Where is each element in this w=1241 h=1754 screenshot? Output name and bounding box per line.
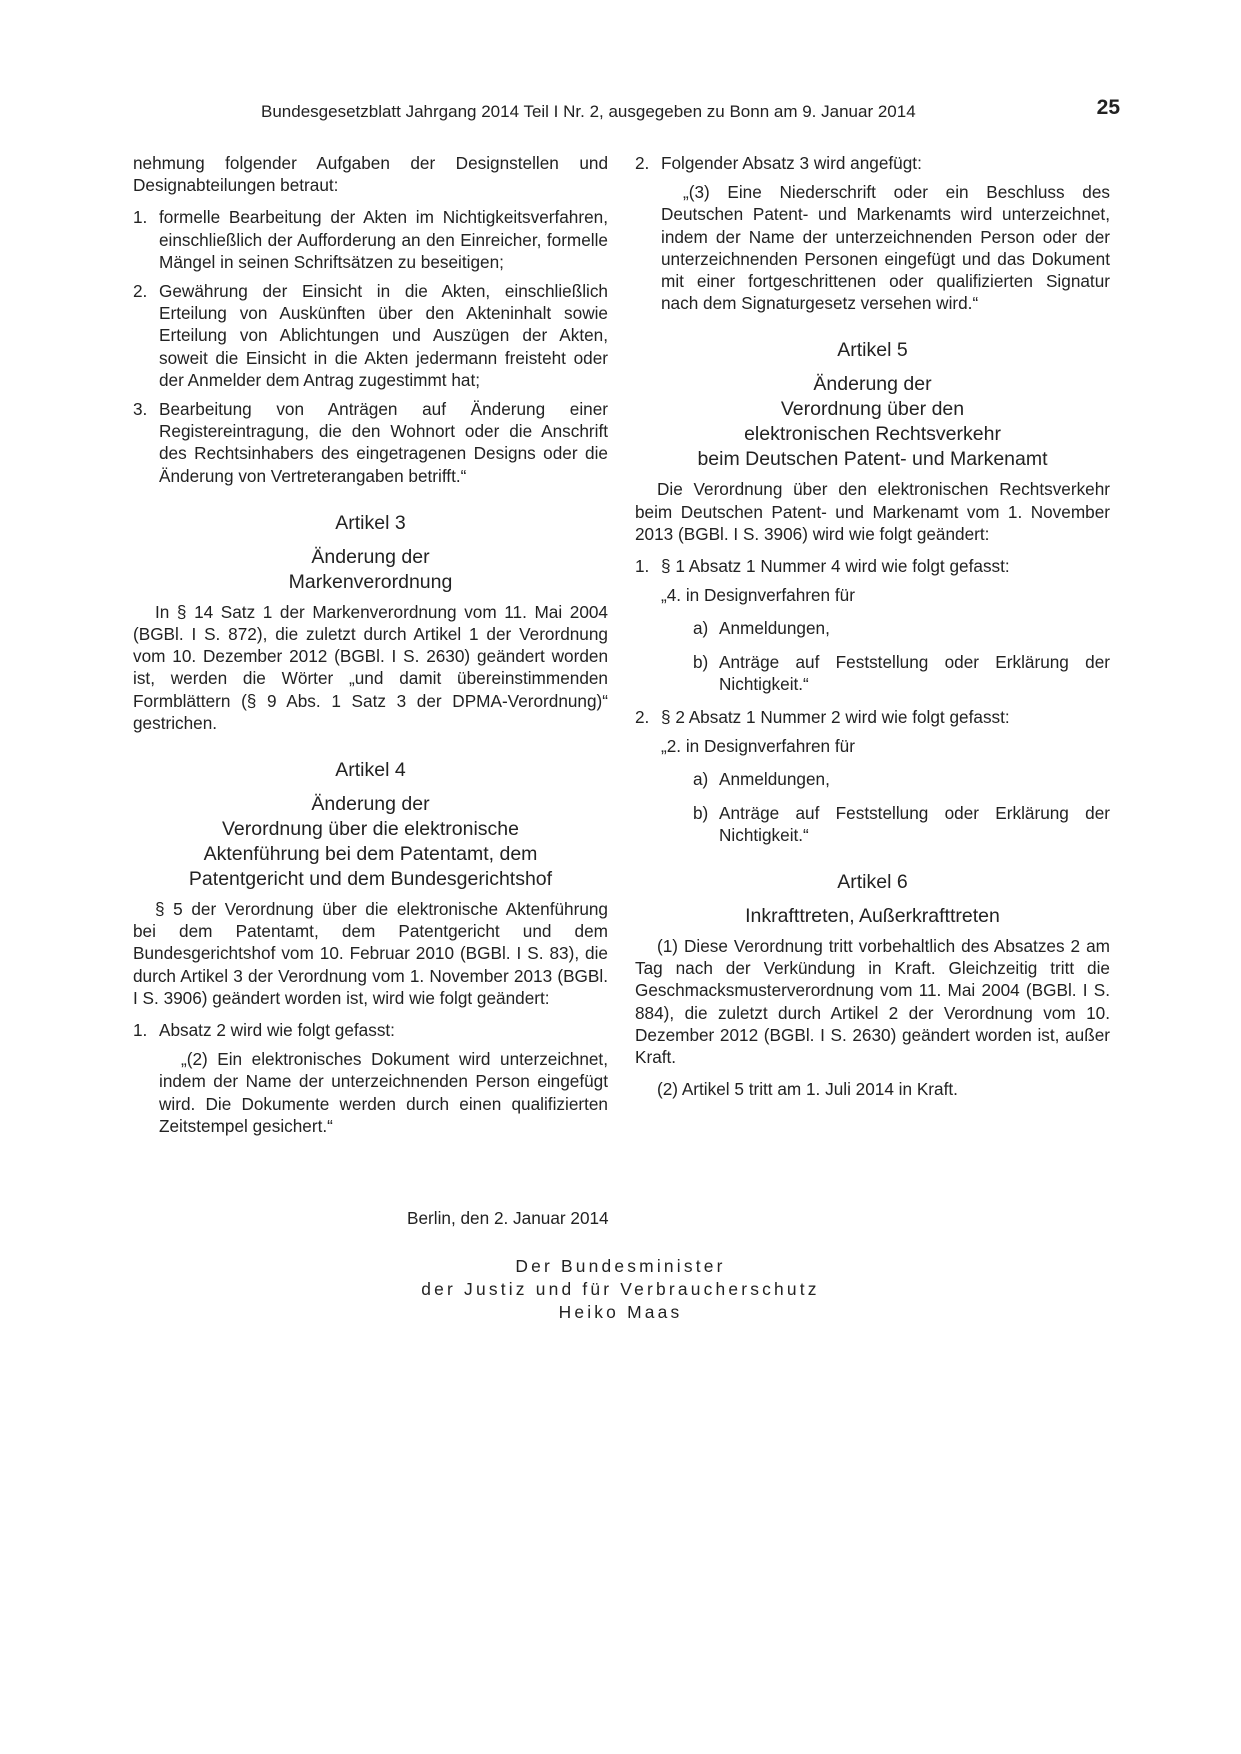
item-2-quote: „2. in Designverfahren für <box>661 736 855 757</box>
list-item <box>635 706 1110 728</box>
article-6-paragraph-1: (1) Diese Verordnung tritt vorbehaltlich des Absatzes 2 am Tag nach der Verkündung in Kraft. Gleichzeitig tritt die Geschmacksmusterverordnung vom 11. Mai 2004 (BGBl. I S. 884), die zuletzt durch Artikel 2 der Verordnung vom 10. Dezember 2012 (BGBl. I S. 2630) geändert worden ist, außer Kraft. <box>635 936 1110 1068</box>
list-item-number: 2. <box>133 281 148 302</box>
article-6-label: Artikel 6 <box>837 871 908 894</box>
sub-list-item-letter: a) <box>693 618 709 639</box>
left-column <box>133 152 608 1144</box>
list-item-number: 1. <box>133 1020 148 1041</box>
article-3-title-line-1: Änderung der <box>311 545 430 568</box>
signature-title-line-1: Der Bundesminister <box>515 1256 726 1276</box>
list-item <box>635 152 1110 174</box>
list-item-number: 1. <box>133 207 148 228</box>
article-3-body: In § 14 Satz 1 der Markenverordnung vom 11. Mai 2004 (BGBl. I S. 872), die zuletzt durch Artikel 1 der Verordnung vom 10. Dezember 2012 (BGBl. I S. 2630) geändert worden ist, werden die Wörter „und damit übereinstimmenden Formblättern (§ 9 Abs. 1 Satz 3 der DPMA-Verordnung)“ gestrichen. <box>133 601 608 733</box>
signatory-name: Heiko Maas <box>558 1302 683 1322</box>
sub-list-item <box>635 768 1110 790</box>
list-item <box>133 398 608 487</box>
list-item-text: Folgender Absatz 3 wird angefügt: <box>661 153 922 173</box>
sub-list-item-text: Anmeldungen, <box>719 769 830 790</box>
running-header <box>133 96 1120 127</box>
article-3-label: Artikel 3 <box>335 511 406 534</box>
sub-list-item-text: Anmeldungen, <box>719 618 830 639</box>
article-5-title-line-3: elektronischen Rechtsverkehr <box>744 423 1001 446</box>
list-item-number: 2. <box>635 153 650 173</box>
list-item <box>635 555 1110 577</box>
article-6-title: Inkrafttreten, Außerkrafttreten <box>745 905 1000 928</box>
signature-title-line-2: der Justiz und für Verbraucherschutz <box>421 1279 820 1299</box>
header-text: Bundesgesetzblatt Jahrgang 2014 Teil I Nr. 2, ausgegeben zu Bonn am 9. Januar 2014 <box>261 102 916 121</box>
article-5-title-line-4: beim Deutschen Patent- und Markenamt <box>697 448 1048 471</box>
sub-list-item <box>635 651 1110 695</box>
article-4-label: Artikel 4 <box>335 759 406 782</box>
list-item <box>133 206 608 273</box>
article-4-title-line-4: Patentgericht und dem Bundesgerichtshof <box>188 868 553 891</box>
intro-paragraph: nehmung folgender Aufgaben der Designstellen und Designabteilungen betraut: <box>133 153 608 196</box>
list-item-text: § 2 Absatz 1 Nummer 2 wird wie folgt gefasst: <box>661 707 1010 728</box>
right-column <box>635 152 1110 1100</box>
sub-list-item <box>635 802 1110 846</box>
list-item-number: 2. <box>635 707 650 728</box>
sub-list-item-letter: b) <box>693 651 709 672</box>
list-item-text: formelle Bearbeitung der Akten im Nichtigkeitsverfahren, einschließlich der Aufforderung an den Einreicher, formelle Mängel in seinen Schriftsätzen zu beseitigen; <box>159 207 608 272</box>
article-5-label: Artikel 5 <box>837 339 908 362</box>
sub-list-item-letter: a) <box>693 769 709 790</box>
article-4-title-line-3: Aktenführung bei dem Patentamt, dem <box>203 843 538 866</box>
item-1-quote: „4. in Designverfahren für <box>661 585 855 606</box>
sub-list-item-letter: b) <box>693 802 709 823</box>
list-item <box>133 1019 608 1041</box>
article-5-body: Die Verordnung über den elektronischen Rechtsverkehr beim Deutschen Patent- und Markenamt vom 1. November 2013 (BGBl. I S. 3906) wird wie folgt geändert: <box>635 479 1110 544</box>
list-item-text: Gewährung der Einsicht in die Akten, einschließlich Erteilung von Auskünften über den Akteninhalt sowie Erteilung von Ablichtungen und Auszügen der Akten, soweit die Einsicht in die Akten jedermann freisteht oder der Anmelder dem Antrag zugestimmt hat; <box>159 281 608 390</box>
list-item-text: § 1 Absatz 1 Nummer 4 wird wie folgt gefasst: <box>661 556 1010 577</box>
paragraph-3-quote: „(3) Eine Niederschrift oder ein Beschluss des Deutschen Patent- und Markenamts wird unterzeichnet, indem der Name der unterzeichnenden Person oder der unterzeichnenden Personen eingefügt und das Dokument mit einer fortgeschrittenen oder qualifizierten Signatur nach dem Signaturgesetz versehen wird.“ <box>661 182 1110 314</box>
sub-list-item-text: Anträge auf Feststellung oder Erklärung der Nichtigkeit.“ <box>719 802 1110 845</box>
list-item-number: 1. <box>635 556 650 577</box>
article-5-title-line-2: Verordnung über den <box>780 398 965 421</box>
list-item-number: 3. <box>133 399 148 420</box>
page-number: 25 <box>1096 96 1120 119</box>
article-4-title-line-2: Verordnung über die elektronische <box>221 818 520 841</box>
list-item-text: Absatz 2 wird wie folgt gefasst: <box>159 1020 395 1041</box>
article-4-title-line-1: Änderung der <box>311 793 430 816</box>
place-and-date: Berlin, den 2. Januar 2014 <box>407 1208 609 1228</box>
sub-list-item <box>635 617 1110 639</box>
article-4-quote: „(2) Ein elektronisches Dokument wird unterzeichnet, indem der Name der unterzeichnenden Person eingefügt wird. Die Dokumente werden durch einen qualifizierten Zeitstempel gesichert.“ <box>159 1049 608 1136</box>
list-item-text: Bearbeitung von Anträgen auf Änderung einer Registereintragung, die den Wohnort oder die Anschrift des Rechtsinhabers des eingetragenen Designs oder die Änderung von Vertreterangaben betrifft.“ <box>159 399 608 486</box>
article-6-paragraph-2: (2) Artikel 5 tritt am 1. Juli 2014 in Kraft. <box>657 1079 958 1100</box>
article-3-title-line-2: Markenverordnung <box>288 570 453 593</box>
article-4-body: § 5 der Verordnung über die elektronische Aktenführung bei dem Patentamt, dem Patentgericht und dem Bundesgerichtshof vom 10. Februar 2010 (BGBl. I S. 83), die durch Artikel 3 der Verordnung vom 1. November 2013 (BGBl. I S. 3906) geändert worden ist, wird wie folgt geändert: <box>133 899 608 1008</box>
list-item <box>133 280 608 391</box>
sub-list-item-text: Anträge auf Feststellung oder Erklärung der Nichtigkeit.“ <box>719 651 1110 694</box>
article-5-title-line-1: Änderung der <box>813 373 932 396</box>
